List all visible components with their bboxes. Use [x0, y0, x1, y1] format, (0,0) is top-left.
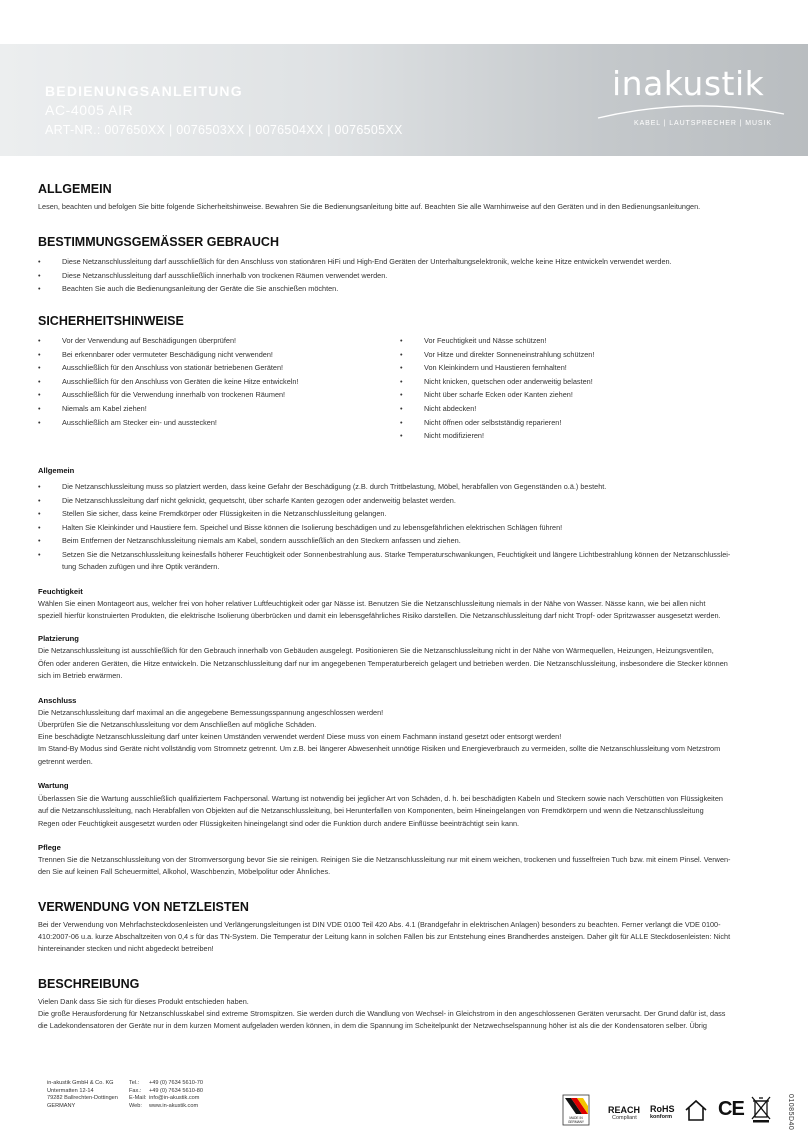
header-banner	[0, 44, 808, 156]
netzleisten-line: 410:2007-06 u.a. kurze Abschaltzeiten von 0,4 s für das TN-System. Die Temperatur der Leitung kann in solchen Fällen bis zur Entstehung eines Brandherdes ansteigen. Daher gilt für ALLE Steckdosenleisten: Nicht	[38, 932, 731, 941]
netzleisten-line: hintereinander stecken und nicht abgedeckt betreiben!	[38, 944, 214, 953]
list-item: • Vor der Verwendung auf Beschädigungen überprüfen!	[38, 334, 298, 348]
anschluss-line: Eine beschädigte Netzanschlussleitung darf unter keinen Umständen verwendet werden! Diese muss von einem Fachmann instand gesetzt oder entsorgt werden!	[38, 732, 562, 741]
allgemein-item-continuation: tung Schaden zufügen und ihre Optik verändern.	[62, 562, 220, 571]
list-item: • Von Kleinkindern und Haustieren fernhalten!	[400, 361, 594, 375]
reach-badge	[608, 1105, 640, 1121]
document-number: 01085D40	[787, 1094, 794, 1131]
list-item: • Ausschließlich für die Verwendung innerhalb von trockenen Räumen!	[38, 388, 298, 402]
contact-fax: +49 (0) 7634 5610-80	[149, 1087, 203, 1094]
list-item: • Vor Feuchtigkeit und Nässe schützen!	[400, 334, 594, 348]
section-heading-allgemein: ALLGEMEIN	[38, 182, 112, 196]
contact-label: Fax.:	[129, 1087, 142, 1094]
platzierung-line: Die Netzanschlussleitung ist ausschließlich für den Gebrauch innerhalb von Gebäuden ausgelegt. Positionieren Sie die Netzanschlussleitung nicht in der Nähe von Wärmequellen, Heizungen, Heizungsventilen,	[38, 646, 714, 655]
beschreibung-line: Vielen Dank dass Sie sich für dieses Produkt entschieden haben.	[38, 997, 249, 1006]
subheading-feuchtigkeit: Feuchtigkeit	[38, 587, 83, 596]
indoor-use-house-icon	[684, 1098, 708, 1122]
reach-label: REACH	[608, 1105, 641, 1115]
contact-email-link[interactable]: info@in-akustik.com	[149, 1095, 200, 1102]
contact-label: E-Mail:	[129, 1095, 147, 1102]
list-item: • Ausschließlich für den Anschluss von Geräten die keine Hitze entwickeln!	[38, 375, 298, 389]
footer-contact	[129, 1080, 203, 1110]
contact-phone[interactable]: +49 (0) 7634 5610-70	[149, 1080, 203, 1086]
rohs-sublabel: konform	[650, 1114, 672, 1120]
reach-sublabel: Compliant	[612, 1115, 637, 1121]
feuchtigkeit-line: speziell hierfür konstruierten Produkten, die elektrische Isolierung überbrücken und damit ein lebensgefährliches Risiko darstellen. Die Netzanschlussleitung darf nicht Tropf- oder Spritzwasser ausgesetzt werden.	[38, 611, 721, 620]
document-title: BEDIENUNGSANLEITUNG	[45, 83, 243, 99]
list-item: • Ausschließlich am Stecker ein- und ausstecken!	[38, 416, 298, 430]
allgemein-text: Lesen, beachten und befolgen Sie bitte folgende Sicherheitshinweise. Bewahren Sie die Bedienungsanleitung bitte auf. Beachten Sie alle Warnhinweise auf den Geräten und in den Bedienungsanleitungen.	[38, 202, 701, 211]
address-line: in-akustik GmbH & Co. KG	[47, 1080, 114, 1086]
svg-text:GERMANY: GERMANY	[567, 1120, 585, 1124]
list-item: • Die Netzanschlussleitung darf nicht geknickt, gequetscht, über scharfe Kanten gezogen oder anderweitig belastet werden.	[38, 494, 730, 508]
contact-label: Tel.:	[129, 1080, 140, 1086]
subheading-anschluss: Anschluss	[38, 696, 77, 705]
list-item: • Diese Netzanschlussleitung darf ausschließlich innerhalb von trockenen Räumen verwendet werden.	[38, 269, 672, 283]
address-line: GERMANY	[47, 1102, 76, 1109]
anschluss-line: getrennt werden.	[38, 757, 93, 766]
section-heading-sicherheit: SICHERHEITSHINWEISE	[38, 314, 184, 328]
allgemein-detail-list	[38, 480, 730, 562]
subheading-platzierung: Platzierung	[38, 634, 79, 643]
subheading-wartung: Wartung	[38, 781, 69, 790]
list-item: • Nicht abdecken!	[400, 402, 594, 416]
feuchtigkeit-line: Wählen Sie einen Montageort aus, welcher frei von hoher relativer Luftfeuchtigkeit oder gar Nässe ist. Benutzen Sie die Netzanschlussleitung niemals in der Nähe von Wasser. Nässe kann, wie bei allen nicht	[38, 599, 706, 608]
wartung-line: auf die Netzanschlussleitung, nach Herabfallen von Objekten auf die Netzanschlussleitung, bei Herunterfallen von Komponenten, beim Hineingelangen von Fremdkörpern und wenn die Netzanschlussleitung	[38, 806, 704, 815]
weee-bin-icon	[750, 1095, 772, 1123]
platzierung-line: sich im Betrieb erwärmen.	[38, 671, 123, 680]
list-item: • Nicht knicken, quetschen oder anderweitig belasten!	[400, 375, 594, 389]
netzleisten-line: Bei der Verwendung von Mehrfachsteckdosenleisten und Verlängerungsleitungen ist DIN VDE 0100 Teil 420 Abs. 4.1 (Brandgefahr in elektrischen Anlagen) besonders zu beachten. Ferner verlangt die VDE 0100-	[38, 920, 721, 929]
anschluss-line: Überprüfen Sie die Netzanschlussleitung vor dem Anschließen auf mögliche Schäden.	[38, 720, 317, 729]
wartung-line: Regen oder Feuchtigkeit ausgesetzt wurden oder Flüssigkeiten hineingelangt sind oder die Funktion durch andere Einflüsse beeinträchtigt sein kann.	[38, 819, 520, 828]
bestimmung-list	[38, 255, 672, 296]
pflege-line: Trennen Sie die Netzanschlussleitung von der Stromversorgung bevor Sie sie reinigen. Reinigen Sie die Netzanschlussleitung nur mit einem weichen, trockenen und fusselfreien Tuch bzw. mit einem Pinsel. Verwen-	[38, 855, 731, 864]
list-item: • Bei erkennbarer oder vermuteter Beschädigung nicht verwenden!	[38, 348, 298, 362]
logo-swoosh-icon	[596, 102, 786, 120]
wartung-line: Überlassen Sie die Wartung ausschließlich qualifiziertem Fachpersonal. Wartung ist notwendig bei jeglicher Art von Schäden, d. h. bei beschädigten Kabeln und Steckern sowie nach Verschütten von Flüssigkeiten	[38, 794, 723, 803]
contact-label: Web:	[129, 1102, 142, 1109]
beschreibung-line: Die große Herausforderung für Netzanschlusskabel sind extreme Stromspitzen. Sie werden durch die Wandlung von Wechsel- in Gleichstrom in den angeschlossenen Geräten verursacht. Der Grund dafür ist, dass	[38, 1009, 726, 1018]
list-item: • Halten Sie Kleinkinder und Haustiere fern. Speichel und Bisse können die Isolierung beschädigen und zu lebensgefährlichen elektrischen Schlägen führen!	[38, 521, 730, 535]
svg-text:MADE IN: MADE IN	[569, 1116, 583, 1120]
beschreibung-line: die Ladekondensatoren der Geräte nur in dem kurzen Moment aufgeladen werden können, in dem die Spannung im Scheitelpunkt der Netzwechselspannung höher ist als die der Kondensatoren selber. Übrig	[38, 1021, 707, 1030]
made-in-germany-icon	[562, 1094, 590, 1126]
list-item: • Stellen Sie sicher, dass keine Fremdkörper oder Flüssigkeiten in die Netzanschlussleitung gelangen.	[38, 507, 730, 521]
list-item: • Nicht öffnen oder selbstständig reparieren!	[400, 416, 594, 430]
address-line: Untermatten 12-14	[47, 1087, 94, 1094]
list-item: • Beachten Sie auch die Bedienungsanleitung der Geräte die Sie anschießen möchten.	[38, 282, 672, 296]
rohs-label: RoHS	[650, 1104, 675, 1114]
list-item: • Setzen Sie die Netzanschlussleitung keinesfalls höherer Feuchtigkeit oder Sonnenbestrahlung aus. Starke Temperaturschwankungen, Feuchtigkeit und längere Lichtbestrahlung können der Netzanschlusslei-	[38, 548, 730, 562]
list-item: • Nicht über scharfe Ecken oder Kanten ziehen!	[400, 388, 594, 402]
contact-web-link[interactable]: www.in-akustik.com	[149, 1102, 199, 1109]
list-item: • Niemals am Kabel ziehen!	[38, 402, 298, 416]
section-heading-beschreibung: BESCHREIBUNG	[38, 977, 140, 991]
list-item: • Vor Hitze und direkter Sonneneinstrahlung schützen!	[400, 348, 594, 362]
list-item: • Die Netzanschlussleitung muss so platziert werden, dass keine Gefahr der Beschädigung (z.B. durch Trittbelastung, Möbel, herabfallen von Gegenständen o.ä.) besteht.	[38, 480, 730, 494]
anschluss-line: Die Netzanschlussleitung darf maximal an die angegebene Bemessungsspannung angeschlossen werden!	[38, 708, 384, 717]
model-name: AC-4005 AIR	[45, 102, 134, 118]
logo-tagline: KABEL | LAUTSPRECHER | MUSIK	[634, 120, 772, 127]
article-numbers: ART-NR.: 007650XX | 0076503XX | 0076504XX | 0076505XX	[45, 123, 403, 137]
brand-logo: inakustik	[612, 64, 765, 103]
anschluss-line: Im Stand-By Modus sind Geräte nicht vollständig vom Stromnetz getrennt. Um z.B. bei längerer Abwesenheit unnötige Risiken und Energieverbrauch zu vermeiden, sollte die Netzanschlussleitung vom Netzstrom	[38, 744, 721, 753]
ce-mark: CE	[718, 1098, 744, 1120]
list-item: • Beim Entfernen der Netzanschlussleitung niemals am Kabel, sondern ausschließlich an den Steckern anfassen und ziehen.	[38, 534, 730, 548]
list-item: • Diese Netzanschlussleitung darf ausschließlich für den Anschluss von stationären HiFi und High-End Geräten der Unterhaltungselektronik, welche keine Hitze entwickeln verwendet werden.	[38, 255, 672, 269]
sicherheit-list-right	[400, 334, 594, 443]
footer-company-address	[47, 1080, 118, 1110]
platzierung-line: Öfen oder anderen Geräten, die Hitze entwickeln. Die Netzanschlussleitung darf nur im angegebenen Temperaturbereich gelagert und betrieben werden. Die Netzanschlussleitung, insbesondere die Stecker können	[38, 659, 728, 668]
pflege-line: den Sie auf keinen Fall Scheuermittel, Alkohol, Waschbenzin, Möbelpolitur oder Ähnliches.	[38, 867, 331, 876]
section-heading-bestimmung: BESTIMMUNGSGEMÄSSER GEBRAUCH	[38, 235, 279, 249]
list-item: • Nicht modifizieren!	[400, 429, 594, 443]
section-heading-netzleisten: VERWENDUNG VON NETZLEISTEN	[38, 900, 249, 914]
sicherheit-list-left	[38, 334, 298, 429]
rohs-badge	[650, 1104, 675, 1120]
subheading-allgemein: Allgemein	[38, 466, 75, 475]
list-item: • Ausschließlich für den Anschluss von stationär betriebenen Geräten!	[38, 361, 298, 375]
address-line: 79282 Ballrechten-Dottingen	[47, 1095, 118, 1102]
subheading-pflege: Pflege	[38, 843, 61, 852]
